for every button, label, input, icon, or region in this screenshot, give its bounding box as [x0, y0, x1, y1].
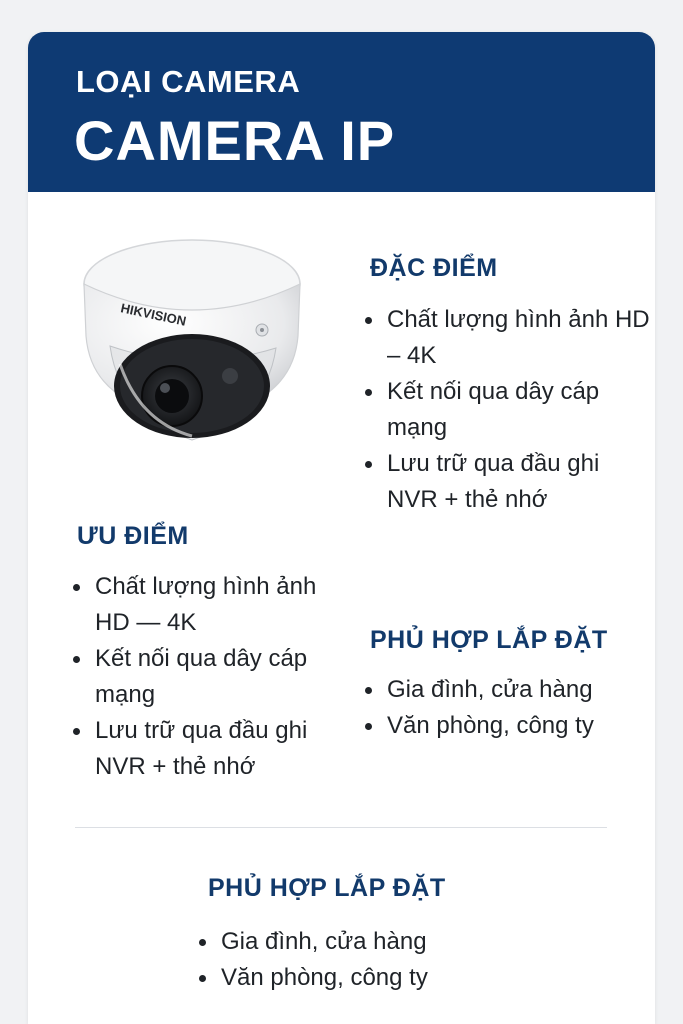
dome-camera-icon [80, 236, 302, 458]
list-item: Kết nối qua dây cáp mạng [70, 641, 350, 713]
dome-camera-image [80, 236, 302, 458]
list-item: Chất lượng hình ảnh HD — 4K [70, 569, 350, 641]
suitable-bottom-list [196, 924, 496, 996]
features-list [362, 302, 652, 518]
camera-info-card [28, 32, 655, 1024]
list-item: Lưu trữ qua đầu ghi NVR + thẻ nhớ [362, 446, 652, 518]
list-item: Văn phòng, công ty [196, 960, 496, 996]
suitable-bottom-title: PHỦ HỢP LẮP ĐẶT [208, 874, 446, 902]
features-title: ĐẶC ĐIỂM [370, 254, 498, 282]
advantages-title: ƯU ĐIỂM [77, 522, 189, 550]
list-item: Chất lượng hình ảnh HD – 4K [362, 302, 652, 374]
divider [75, 827, 607, 828]
suitable-right-title: PHỦ HỢP LẮP ĐẶT [370, 626, 608, 654]
list-item: Lưu trữ qua đầu ghi NVR + thẻ nhớ [70, 713, 350, 785]
header-title: CAMERA IP [74, 109, 396, 172]
list-item: Văn phòng, công ty [362, 708, 652, 744]
list-item: Gia đình, cửa hàng [362, 672, 652, 708]
camera-brand-text: HIKVISION [119, 300, 188, 329]
header-subtitle: LOẠI CAMERA [76, 64, 301, 99]
advantages-list [70, 569, 350, 785]
list-item: Gia đình, cửa hàng [196, 924, 496, 960]
suitable-right-list [362, 672, 652, 744]
card-header [28, 32, 655, 192]
list-item: Kết nối qua dây cáp mạng [362, 374, 652, 446]
